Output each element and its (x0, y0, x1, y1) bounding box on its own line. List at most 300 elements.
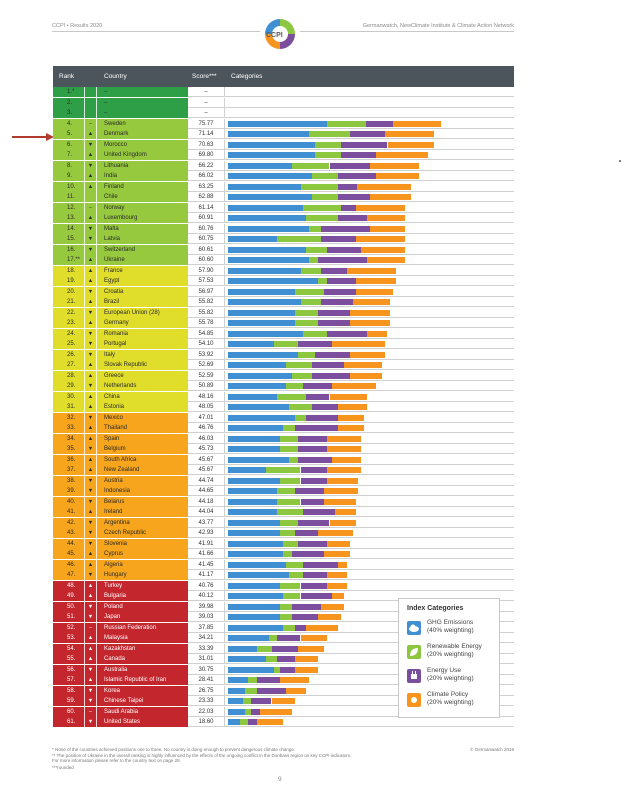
bar-segment-energy (303, 572, 326, 578)
country-cell: Sweden (97, 119, 188, 129)
bar-segment-energy (321, 226, 370, 232)
rank-cell: 14. (53, 224, 84, 234)
trend-icon: ▼ (84, 245, 97, 255)
bar-segment-ghg (228, 583, 280, 589)
score-cell: 53.92 (188, 350, 224, 360)
country-cell: Argentina (97, 518, 188, 528)
bar-segment-renewable (306, 215, 338, 221)
bar-segment-renewable (303, 205, 341, 211)
bar-segment-ghg (228, 226, 309, 232)
trend-icon: ▲ (84, 549, 97, 559)
bar-segment-energy (350, 131, 385, 137)
bar-stack (224, 444, 514, 454)
bar-stack (224, 518, 514, 528)
bar-stack (224, 570, 514, 580)
score-cell: 44.04 (188, 507, 224, 517)
country-cell: Norway (97, 203, 188, 213)
trend-icon: ▲ (84, 423, 97, 433)
trend-icon: ▲ (84, 129, 97, 139)
score-cell: 42.93 (188, 528, 224, 538)
table-row (53, 360, 514, 371)
bar-segment-renewable (298, 352, 315, 358)
bar-segment-policy (330, 394, 368, 400)
rank-cell: 53. (53, 633, 84, 643)
country-cell: Slovenia (97, 539, 188, 549)
table-row (53, 444, 514, 455)
bar-segment-ghg (228, 467, 266, 473)
bar-segment-renewable (277, 236, 321, 242)
bar-segment-policy (356, 236, 405, 242)
rank-cell: 48. (53, 581, 84, 591)
legend-item-policy (407, 691, 497, 713)
footnote-1: * None of the countries achieved positions one to three. No country is doing enough to prevent dangerous climate change. (52, 747, 296, 752)
bar-stack (224, 455, 514, 465)
bar-segment-ghg (228, 688, 245, 694)
score-cell: 43.77 (188, 518, 224, 528)
rank-cell: 4. (53, 119, 84, 129)
bar-segment-ghg (228, 677, 248, 683)
score-cell: 33.39 (188, 644, 224, 654)
bar-stack (224, 507, 514, 517)
bar-segment-policy (327, 446, 362, 452)
bar-segment-ghg (228, 709, 245, 715)
arrow-icon (12, 133, 54, 141)
bar-segment-renewable (248, 677, 257, 683)
table-row (53, 381, 514, 392)
country-cell: Chinese Taipei (97, 696, 188, 706)
country-cell: United States (97, 717, 188, 727)
trend-icon: ▼ (84, 665, 97, 675)
score-cell: 55.82 (188, 308, 224, 318)
bar-segment-renewable (286, 383, 303, 389)
bar-segment-policy (350, 310, 391, 316)
bar-stack (224, 371, 514, 381)
bar-segment-policy (367, 215, 405, 221)
footnote-3: For more information please refer to the country text on page 28. (52, 758, 181, 763)
header-rule-right (300, 31, 514, 32)
trend-icon: – (84, 623, 97, 633)
country-cell: Hungary (97, 570, 188, 580)
rank-cell: 41. (53, 507, 84, 517)
country-cell: United Kingdom (97, 150, 188, 160)
legend-title: Index Categories (407, 605, 464, 612)
bar-segment-policy (332, 457, 361, 463)
trend-icon: – (84, 119, 97, 129)
bar-segment-renewable (286, 562, 303, 568)
score-cell: 60.91 (188, 213, 224, 223)
country-cell: Saudi Arabia (97, 707, 188, 717)
bar-segment-renewable (303, 331, 326, 337)
trend-icon: ▲ (84, 255, 97, 265)
bar-segment-energy (277, 656, 294, 662)
trend-icon: ▼ (84, 234, 97, 244)
country-cell: Czech Republic (97, 528, 188, 538)
bar-segment-ghg (228, 625, 283, 631)
bar-segment-renewable (315, 152, 341, 158)
bar-segment-policy (338, 562, 347, 568)
bar-segment-energy (312, 362, 344, 368)
bar-segment-ghg (228, 593, 283, 599)
bar-segment-policy (327, 478, 359, 484)
bar-segment-ghg (228, 373, 292, 379)
table-row (53, 507, 514, 518)
bar-stack (224, 465, 514, 475)
bar-segment-ghg (228, 121, 327, 127)
bar-segment-ghg (228, 698, 243, 704)
score-cell: 41.45 (188, 560, 224, 570)
bar-segment-ghg (228, 320, 295, 326)
score-cell: 31.01 (188, 654, 224, 664)
table-header (53, 66, 514, 87)
score-cell: 71.14 (188, 129, 224, 139)
rank-cell: 2. (53, 98, 84, 108)
table-row (53, 234, 514, 245)
bar-stack (224, 203, 514, 213)
table-row (53, 255, 514, 266)
bar-segment-renewable (289, 572, 304, 578)
trend-icon: – (84, 203, 97, 213)
rank-cell: 49. (53, 591, 84, 601)
bar-segment-energy (318, 310, 350, 316)
plug-icon (407, 669, 421, 683)
legend (398, 598, 500, 718)
table-row (53, 119, 514, 130)
trend-icon: ▼ (84, 308, 97, 318)
rank-cell: 18. (53, 266, 84, 276)
bar-segment-renewable (280, 446, 297, 452)
score-cell: 41.91 (188, 539, 224, 549)
trend-icon: ▲ (84, 318, 97, 328)
bar-segment-renewable (301, 184, 339, 190)
bar-segment-energy (251, 709, 260, 715)
bar-segment-renewable (280, 520, 297, 526)
bar-segment-renewable (301, 299, 321, 305)
bar-segment-ghg (228, 530, 280, 536)
country-cell: Spain (97, 434, 188, 444)
bar-segment-energy (251, 698, 271, 704)
score-cell: 44.65 (188, 486, 224, 496)
trend-icon: – (84, 707, 97, 717)
bar-segment-renewable (280, 436, 297, 442)
rank-cell: 8. (53, 161, 84, 171)
bar-segment-renewable (283, 541, 298, 547)
bar-stack (224, 287, 514, 297)
country-cell: Lithuania (97, 161, 188, 171)
bar-stack (224, 87, 514, 97)
table-row (53, 339, 514, 350)
table-row (53, 98, 514, 109)
country-cell: Mexico (97, 413, 188, 423)
score-cell: 60.61 (188, 245, 224, 255)
bar-stack (224, 717, 514, 727)
bar-segment-policy (327, 572, 347, 578)
trend-icon: ▼ (84, 444, 97, 454)
rank-cell: 19. (53, 276, 84, 286)
table-row (53, 350, 514, 361)
rank-cell: 3. (53, 108, 84, 118)
bar-stack (224, 329, 514, 339)
rank-cell: 51. (53, 612, 84, 622)
table-row (53, 287, 514, 298)
bar-segment-renewable (283, 425, 295, 431)
bar-segment-renewable (280, 478, 300, 484)
table-row (53, 161, 514, 172)
trend-icon: ▲ (84, 507, 97, 517)
bar-segment-policy (321, 604, 344, 610)
bar-stack (224, 98, 514, 108)
table-row (53, 560, 514, 571)
rank-cell: 55. (53, 654, 84, 664)
bar-stack (224, 245, 514, 255)
bar-segment-renewable (309, 131, 350, 137)
bar-segment-renewable (306, 247, 326, 253)
sun-icon (407, 693, 421, 707)
trend-icon: ▲ (84, 581, 97, 591)
bar-segment-renewable (292, 163, 330, 169)
bar-stack (224, 486, 514, 496)
bar-segment-energy (318, 320, 350, 326)
bar-segment-energy (295, 425, 339, 431)
bar-segment-ghg (228, 656, 266, 662)
bar-segment-energy (257, 688, 286, 694)
rank-cell: 50. (53, 602, 84, 612)
bar-segment-renewable (245, 688, 257, 694)
score-cell: – (188, 108, 224, 118)
country-header: Country (104, 73, 127, 80)
country-cell: Bulgaria (97, 591, 188, 601)
legend-weight: (20% weighting) (427, 699, 474, 706)
bar-segment-ghg (228, 719, 240, 725)
bar-segment-energy (303, 383, 332, 389)
bar-stack (224, 350, 514, 360)
bar-segment-energy (321, 268, 347, 274)
bar-segment-policy (280, 677, 309, 683)
rank-cell: 25. (53, 339, 84, 349)
table-row (53, 224, 514, 235)
trend-icon: ▼ (84, 528, 97, 538)
bar-segment-ghg (228, 205, 303, 211)
table-row (53, 329, 514, 340)
score-cell: 52.59 (188, 371, 224, 381)
trend-icon: ▼ (84, 602, 97, 612)
rank-cell: 42. (53, 518, 84, 528)
bar-segment-energy (298, 520, 330, 526)
bar-segment-policy (260, 709, 292, 715)
bar-segment-energy (315, 352, 350, 358)
score-cell: 34.21 (188, 633, 224, 643)
rank-cell: 60. (53, 707, 84, 717)
bar-stack (224, 402, 514, 412)
rank-cell: 23. (53, 318, 84, 328)
bar-stack (224, 108, 514, 118)
trend-icon: ▼ (84, 518, 97, 528)
bar-stack (224, 434, 514, 444)
score-cell: 45.67 (188, 455, 224, 465)
bar-stack (224, 192, 514, 202)
bar-segment-energy (338, 173, 376, 179)
header-left: CCPI • Results 2020 (52, 23, 103, 29)
bar-stack (224, 392, 514, 402)
bar-segment-energy (327, 278, 356, 284)
table-row (53, 549, 514, 560)
score-cell: 66.22 (188, 161, 224, 171)
score-cell: 61.14 (188, 203, 224, 213)
bar-segment-ghg (228, 268, 301, 274)
score-cell: 39.03 (188, 612, 224, 622)
rank-cell: 39. (53, 486, 84, 496)
table-row (53, 308, 514, 319)
bar-segment-energy (292, 604, 321, 610)
score-cell: 18.60 (188, 717, 224, 727)
trend-icon (84, 87, 97, 97)
bar-stack (224, 476, 514, 486)
rank-header: Rank (59, 73, 75, 80)
bar-segment-renewable (295, 289, 324, 295)
country-cell: Korea (97, 686, 188, 696)
bar-segment-policy (338, 415, 364, 421)
rank-cell: 40. (53, 497, 84, 507)
bar-segment-ghg (228, 163, 292, 169)
bar-segment-ghg (228, 457, 289, 463)
bar-segment-policy (327, 541, 350, 547)
score-cell: 45.67 (188, 465, 224, 475)
score-cell: 62.88 (188, 192, 224, 202)
country-cell: – (97, 87, 188, 97)
trend-icon: ▼ (84, 570, 97, 580)
bar-segment-ghg (228, 194, 312, 200)
bar-segment-policy (370, 163, 419, 169)
bar-segment-ghg (228, 131, 309, 137)
table-row (53, 171, 514, 182)
trend-icon: ▲ (84, 276, 97, 286)
bar-segment-ghg (228, 331, 303, 337)
country-cell: Kazakhstan (97, 644, 188, 654)
score-cell: 41.17 (188, 570, 224, 580)
table-row (53, 266, 514, 277)
rank-cell: 61. (53, 717, 84, 727)
bar-segment-energy (338, 215, 367, 221)
bar-segment-policy (353, 299, 391, 305)
bar-segment-energy (330, 163, 371, 169)
bar-stack (224, 360, 514, 370)
bar-segment-energy (341, 142, 387, 148)
score-cell: 75.77 (188, 119, 224, 129)
bar-segment-renewable (283, 625, 295, 631)
bar-segment-policy (344, 362, 382, 368)
score-cell: 57.53 (188, 276, 224, 286)
table-row (53, 87, 514, 98)
trend-icon: ▼ (84, 497, 97, 507)
country-cell: Malta (97, 224, 188, 234)
table-row (53, 213, 514, 224)
bar-stack (224, 297, 514, 307)
rank-cell: 34. (53, 434, 84, 444)
bar-segment-policy (324, 488, 359, 494)
table-row (53, 192, 514, 203)
bar-segment-renewable (240, 719, 249, 725)
bar-segment-ghg (228, 352, 298, 358)
score-cell: 46.03 (188, 434, 224, 444)
country-cell: – (97, 98, 188, 108)
legend-item-renewable (407, 643, 497, 665)
bar-segment-energy (306, 415, 338, 421)
bar-segment-ghg (228, 667, 274, 673)
trend-icon: ▲ (84, 675, 97, 685)
bar-stack (224, 381, 514, 391)
bar-stack (224, 161, 514, 171)
bar-segment-ghg (228, 572, 289, 578)
bar-segment-policy (286, 688, 306, 694)
bar-stack (224, 182, 514, 192)
trend-icon (84, 192, 97, 202)
score-cell: 70.63 (188, 140, 224, 150)
bar-segment-ghg (228, 404, 289, 410)
bar-segment-energy (272, 646, 298, 652)
rank-cell: 59. (53, 696, 84, 706)
score-cell: 39.98 (188, 602, 224, 612)
score-cell: 47.01 (188, 413, 224, 423)
score-cell: 60.75 (188, 234, 224, 244)
bar-stack (224, 318, 514, 328)
country-cell: Algeria (97, 560, 188, 570)
table-row (53, 276, 514, 287)
score-cell: 55.78 (188, 318, 224, 328)
bar-segment-energy (298, 457, 333, 463)
country-cell: Turkey (97, 581, 188, 591)
rank-cell: 38. (53, 476, 84, 486)
leaf-icon (407, 645, 421, 659)
legend-weight: (20% weighting) (427, 651, 474, 658)
bar-segment-energy (338, 194, 370, 200)
bar-segment-ghg (228, 478, 280, 484)
bar-segment-policy (327, 583, 347, 589)
legend-weight: (20% weighting) (427, 675, 474, 682)
bar-segment-energy (318, 257, 367, 263)
bar-segment-renewable (289, 457, 298, 463)
score-header: Score*** (192, 73, 217, 80)
bar-stack (224, 339, 514, 349)
bar-segment-policy (370, 226, 405, 232)
bar-segment-ghg (228, 415, 295, 421)
table-row (53, 182, 514, 193)
bar-segment-ghg (228, 310, 295, 316)
score-cell: 66.02 (188, 171, 224, 181)
bar-segment-renewable (295, 310, 318, 316)
bar-segment-ghg (228, 488, 277, 494)
trend-icon: ▼ (84, 696, 97, 706)
country-cell: Ukraine (97, 255, 188, 265)
trend-icon: ▼ (84, 476, 97, 486)
rank-cell: 12. (53, 203, 84, 213)
rank-cell: 9. (53, 171, 84, 181)
bar-segment-energy (303, 562, 338, 568)
score-cell: – (188, 87, 224, 97)
bar-segment-renewable (312, 194, 338, 200)
rank-cell: 16. (53, 245, 84, 255)
rank-cell: 5. (53, 129, 84, 139)
legend-name: Energy Use (427, 667, 461, 674)
bar-segment-policy (361, 247, 405, 253)
legend-item-ghg (407, 619, 497, 641)
bar-stack (224, 129, 514, 139)
score-cell: 69.80 (188, 150, 224, 160)
bar-segment-renewable (295, 415, 307, 421)
trend-icon: ▲ (84, 150, 97, 160)
country-cell: Australia (97, 665, 188, 675)
country-cell: Slovak Republic (97, 360, 188, 370)
header-right: Germanwatch, NewClimate Institute & Climate Action Network (362, 23, 514, 29)
trend-icon: ▼ (84, 224, 97, 234)
